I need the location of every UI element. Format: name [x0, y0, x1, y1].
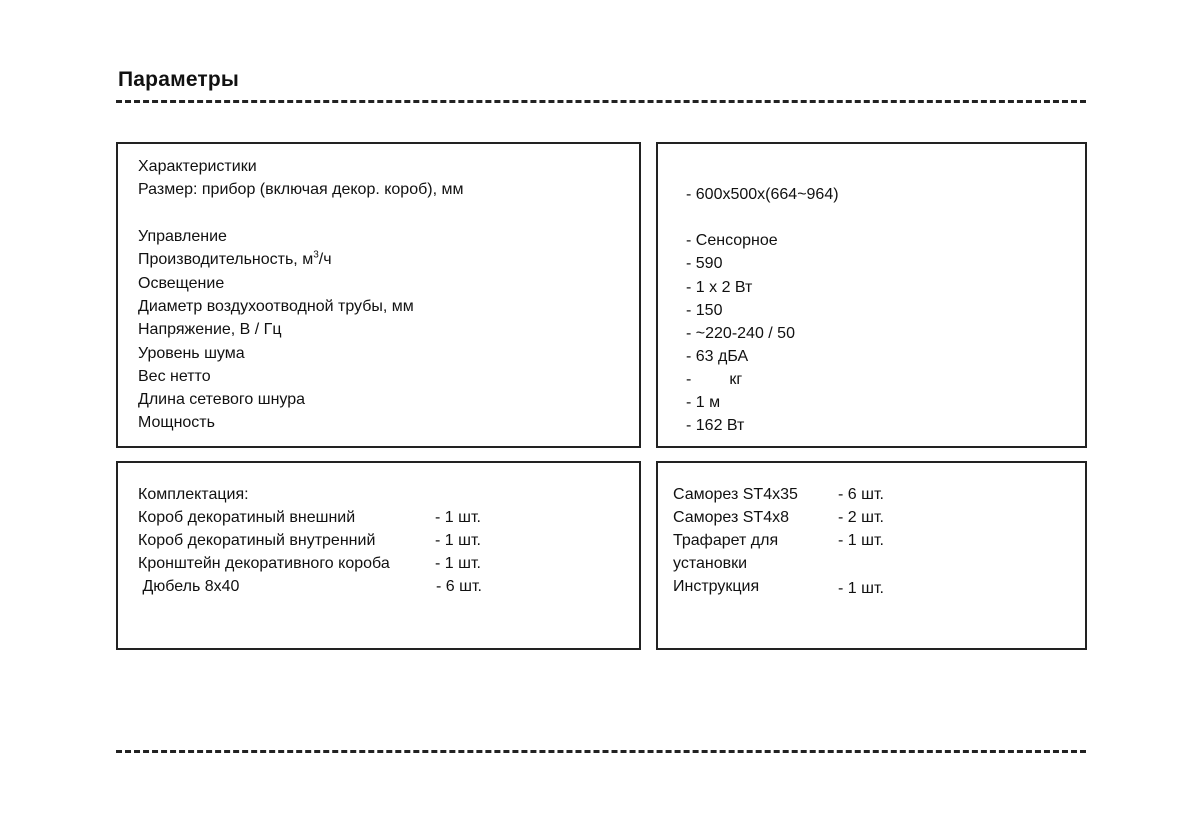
voltage-value: - ~220-240 / 50: [686, 325, 795, 342]
lighting-label: Освещение: [138, 275, 225, 292]
kit-extra-item-qty: - 1 шт.: [838, 532, 884, 549]
top-dashed-divider: [116, 100, 1086, 103]
kit-item-name: Короб декоратиный внутренний: [138, 532, 376, 549]
noise-label: Уровень шума: [138, 345, 245, 362]
duct-diameter-label: Диаметр воздухоотводной трубы, мм: [138, 298, 414, 315]
cord-length-value: - 1 м: [686, 394, 721, 411]
cord-length-label: Длина сетевого шнура: [138, 391, 306, 408]
specs-header: Характеристики: [138, 158, 257, 175]
kit-item-qty: - 1 шт.: [435, 532, 481, 549]
kit-item-name: Кронштейн декоративного короба: [138, 555, 390, 572]
bottom-dashed-divider: [116, 750, 1086, 753]
specs-values-panel: [656, 142, 1087, 448]
kit-item-qty: - 1 шт.: [435, 509, 481, 526]
specs-labels-panel: [116, 142, 641, 448]
size-value: - 600x500x(664~964): [686, 186, 839, 203]
kit-item-qty: - 1 шт.: [435, 555, 481, 572]
kit-extra-item-name: Инструкция: [673, 578, 760, 595]
kit-extra-item-qty: - 1 шт.: [838, 580, 884, 597]
control-label: Управление: [138, 228, 227, 245]
power-value: - 162 Вт: [686, 417, 745, 434]
capacity-label: Производительность, $м^3/ч$: [138, 249, 332, 268]
kit-header: Комплектация:: [138, 486, 249, 503]
capacity-value: - 590: [686, 255, 723, 272]
control-value: - Сенсорное: [686, 232, 778, 249]
page-title: Параметры: [118, 68, 240, 91]
kit-item-name: Короб декоратиный внешний: [138, 509, 356, 526]
size-label: Размер: прибор (включая декор. короб), мм: [138, 181, 464, 198]
kit-panel: [116, 461, 641, 650]
kit-extra-item-qty: - 2 шт.: [838, 509, 884, 526]
weight-value: - кг: [686, 371, 743, 388]
kit-extra-item-name: Саморез ST4x8: [673, 509, 789, 526]
lighting-value: - 1 х 2 Вт: [686, 279, 753, 296]
weight-label: Вес нетто: [138, 368, 211, 385]
noise-value: - 63 дБА: [686, 348, 749, 365]
kit-extra-item-name: установки: [673, 555, 748, 572]
kit-extra-panel: [656, 461, 1087, 650]
kit-item-qty: - 6 шт.: [436, 578, 482, 595]
kit-extra-item-name: Трафарет для: [673, 532, 779, 549]
duct-diameter-value: - 150: [686, 302, 723, 319]
power-label: Мощность: [138, 414, 215, 431]
kit-extra-item-qty: - 6 шт.: [838, 486, 884, 503]
voltage-label: Напряжение, В / Гц: [138, 321, 282, 338]
kit-item-name: Дюбель 8x40: [138, 578, 240, 595]
kit-extra-item-name: Саморез ST4x35: [673, 486, 798, 503]
